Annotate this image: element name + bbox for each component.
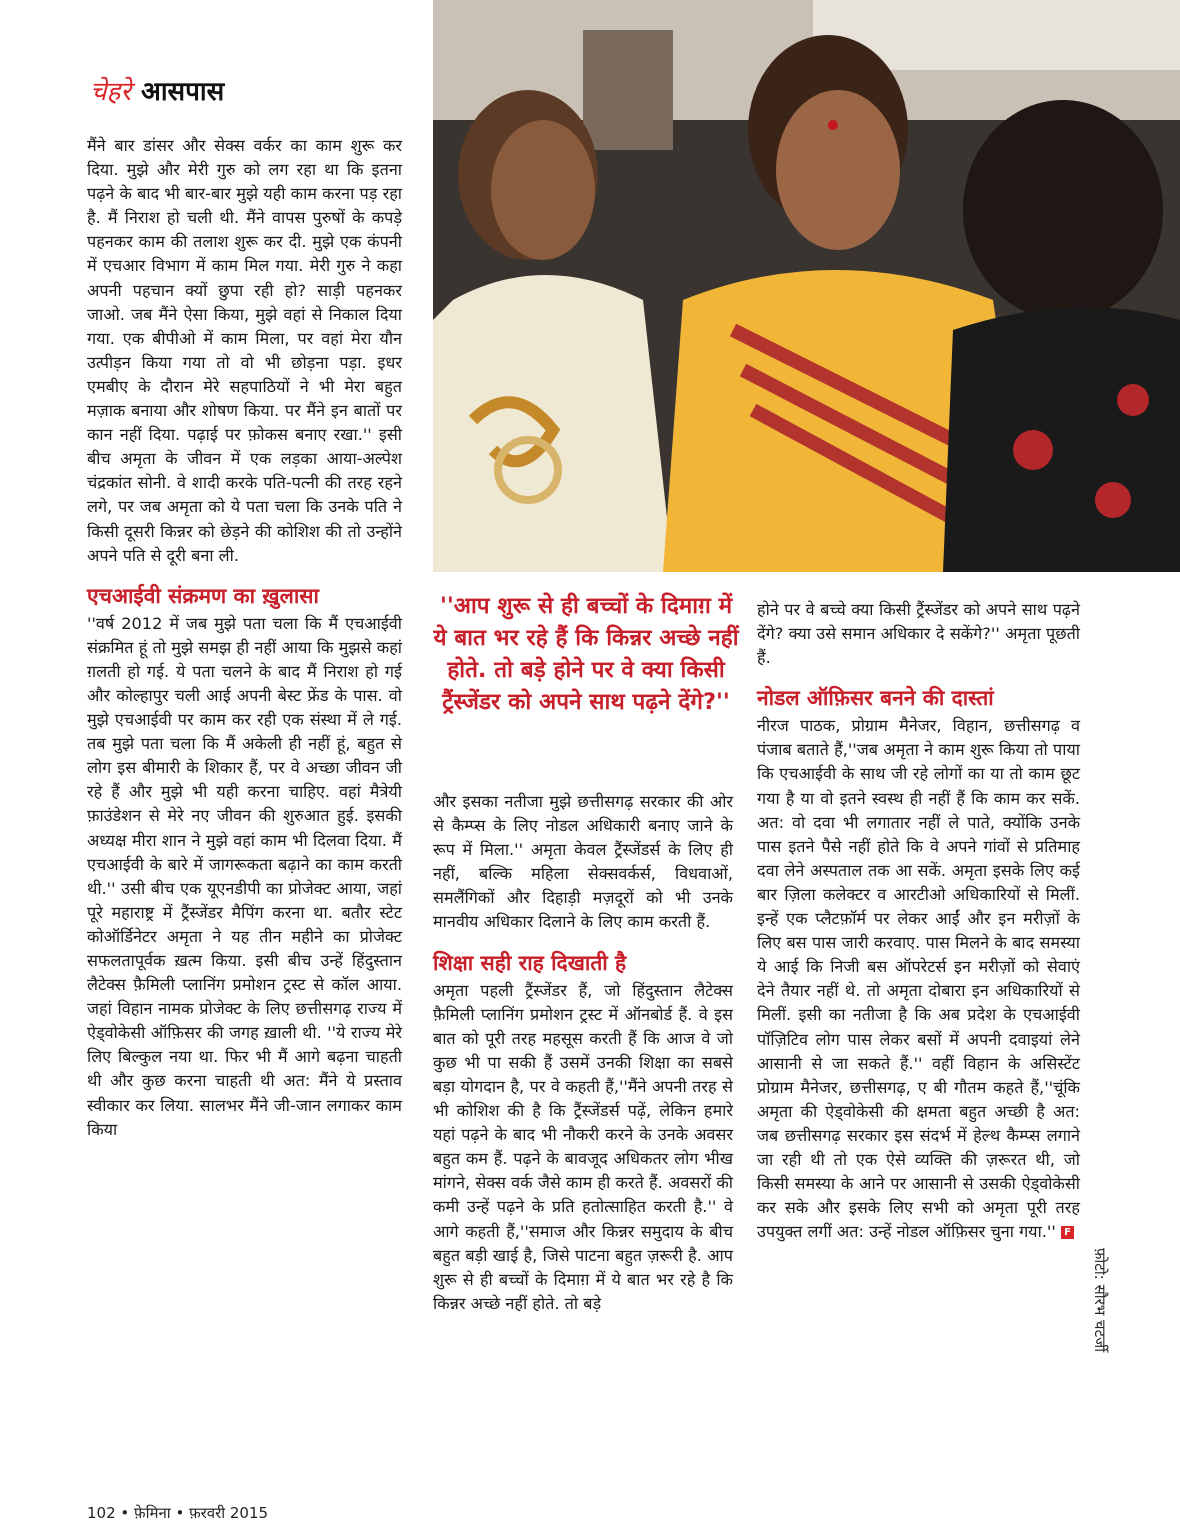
end-mark-icon: F: [1061, 1226, 1074, 1239]
magazine-name: फ़ेमिना: [134, 1504, 171, 1522]
category-name: आसपास: [140, 77, 225, 107]
subheading-education: शिक्षा सही राह दिखाती है: [433, 950, 627, 975]
photo-credit-text: फ़ोटो: सौरभ चटर्जी: [1091, 1247, 1109, 1353]
pull-quote: ''आप शुरू से ही बच्चों के दिमाग़ में ये बात भर रहे हैं कि किन्नर अच्छे नहीं होते. तो बड़े होने पर वे क्या किसी ट्रैंस्जेंडर को अपने साथ पढ़ने देंगे?'': [433, 593, 739, 715]
column1-paragraph-2: ''वर्ष 2012 में जब मुझे पता चला कि मैं एचआईवी संक्रमित हूं तो मुझे समझ ही नहीं आया कि मुझसे कहां ग़लती हो गई. ये पता चलने के बाद मैं निराश हो गई और कोल्हापुर चली आई अपनी बेस्ट फ्रेंड के पास. वो मुझे एचआईवी पर काम कर रही एक संस्था में ले गई. तब मुझे पता चला कि मैं अकेली ही नहीं हूं, बहुत से लोग इस बीमारी के शिकार हैं, पर वे अच्छा जीवन जी रहे हैं और मुझे भी यही करना चाहिए. वहां मैत्रेयी फ़ाउंडेशन से मेरे नए जीवन की शुरुआत हुई. इसकी अध्यक्ष मीरा शान ने मुझे वहां काम भी दिलवा दिया. मैं एचआईवी के बारे में जागरूकता बढ़ाने का काम करती थी.'' उसी बीच एक यूएनडीपी का प्रोजेक्ट आया, जहां पूरे महाराष्ट्र में ट्रैंस्जेंडर मैपिंग करना था. बतौर स्टेट कोऑर्डिनेटर अमृता ने यह तीन महीने का प्रोजेक्ट सफलतापूर्वक ख़त्म किया. इसी बीच उन्हें हिंदुस्तान लैटेक्स फ़ैमिली प्लानिंग प्रमोशन ट्रस्ट से कॉल आया. जहां विहान नामक प्रोजेक्ट के लिए छत्तीसगढ़ राज्य में ऐड्वोकेसी ऑफ़िसर की जगह ख़ाली थी. ''ये राज्य मेरे लिए बिल्कुल नया था. फिर भी मैं आगे बढ़ना चाहती थी और कुछ करना चाहती थी अत: मैंने ये प्रस्ताव स्वीकार कर लिया. सालभर मैंने जी-जान लगाकर काम किया: [87, 613, 402, 1139]
column2-paragraph-1: और इसका नतीजा मुझे छत्तीसगढ़ सरकार की ओर से कैम्प्स के लिए नोडल अधिकारी बनाए जाने के रूप में मिला.'' अमृता केवल ट्रैंस्जेंडर्स के लिए ही नहीं, बल्कि महिला सेक्सवर्कर्स, विधवाओं, समलैंगिकों और दिहाड़ी मज़दूरों को भी उनके मानवीय अधिकार दिलाने के लिए काम करती हैं.: [433, 792, 733, 932]
subheading-nodal-officer: नोडल ऑफ़िसर बनने की दास्तां: [757, 686, 994, 711]
page-number: 102: [87, 1504, 116, 1522]
column3-paragraph-2: [757, 714, 1080, 1244]
photo-credit: [1085, 1110, 1115, 1490]
article-column-3: [757, 598, 1080, 1244]
section-header: [90, 72, 224, 108]
article-column-1: [87, 134, 402, 1142]
subheading-hiv: एचआईवी संक्रमण का ख़ुलासा: [87, 583, 319, 608]
photo-illustration: [433, 0, 1180, 572]
article-column-2: [433, 790, 733, 1316]
issue-date: फ़रवरी 2015: [189, 1504, 269, 1522]
article-photo: [433, 0, 1180, 572]
section-name: चेहरे: [90, 77, 131, 107]
page-footer: 102 • फ़ेमिना • फ़रवरी 2015: [87, 1504, 269, 1522]
column3-paragraph-1: होने पर वे बच्चे क्या किसी ट्रैंस्जेंडर को अपने साथ पढ़ने देंगे? क्या उसे समान अधिकार दे सकेंगे?'' अमृता पूछती हैं.: [757, 600, 1080, 668]
column2-paragraph-2: अमृता पहली ट्रैंस्जेंडर हैं, जो हिंदुस्तान लैटेक्स फ़ैमिली प्लानिंग प्रमोशन ट्रस्ट में ऑनबोर्ड हैं. वे इस बात को पूरी तरह महसूस करती हैं कि आज वे जो कुछ भी पा सकी हैं उसमें उनकी शिक्षा का सबसे बड़ा योगदान है, पर वे कहती हैं,''मैंने अपनी तरह से भी कोशिश की है कि ट्रैंस्जेंडर्स पढ़ें, लेकिन हमारे यहां पढ़ने के बाद भी नौकरी करने के उनके अवसर बहुत कम हैं. पढ़ने के बावजूद अधिकतर लोग भीख मांगने, सेक्स वर्क जैसे काम ही करते हैं. अवसरों की कमी उन्हें पढ़ने के प्रति हतोत्साहित करती है.'' वे आगे कहती हैं,''समाज और किन्नर समुदाय के बीच बहुत बड़ी खाई है, जिसे पाटना बहुत ज़रूरी है. आप शुरू से ही बच्चों के दिमाग़ में ये बात भर रहे है कि किन्नर अच्छे नहीं होते. तो बड़े: [433, 980, 733, 1313]
column1-paragraph-1: मैंने बार डांसर और सेक्स वर्कर का काम शुरू कर दिया. मुझे और मेरी गुरु को लग रहा था कि इतना पढ़ने के बाद भी बार-बार मुझे यही काम करना पड़ रहा है. मैं निराश हो चली थी. मैंने वापस पुरुषों के कपड़े पहनकर काम की तलाश शुरू कर दी. मुझे एक कंपनी में एचआर विभाग में काम मिल गया. मेरी गुरु ने कहा अपनी पहचान क्यों छुपा रही हो? साड़ी पहनकर जाओ. जब मैंने ऐसा किया, मुझे वहां से निकाल दिया गया. एक बीपीओ में काम मिला, पर वहां मेरा यौन उत्पीड़न किया गया तो वो भी छोड़ना पड़ा. इधर एमबीए के दौरान मेरे सहपाठियों ने भी मेरा बहुत मज़ाक बनाया और शोषण किया. पर मैंने इन बातों पर कान नहीं दिया. पढ़ाई पर फ़ोकस बनाए रखा.'' इसी बीच अमृता के जीवन में एक लड़का आया-अल्पेश चंद्रकांत सोनी. वे शादी करके पति-पत्नी की तरह रहने लगे, पर जब अमृता को ये पता चला कि उनके पति ने किसी दूसरी किन्नर को छेड़ने की कोशिश की तो उन्होंने अपने पति से दूरी बना ली.: [87, 136, 402, 565]
column3-paragraph-2-text: नीरज पाठक, प्रोग्राम मैनेजर, विहान, छत्तीसगढ़ व पंजाब बताते हैं,''जब अमृता ने काम शुरू किया तो पाया कि एचआईवी के साथ जी रहे लोगों का या तो काम छूट गया है या वो इतने स्वस्थ ही नहीं हैं कि काम कर सकें. अत: वो दवा भी लगातार नहीं ले पाते, क्योंकि उनके पास इतने पैसे नहीं होते कि वे अपने गांवों से प्रतिमाह दवा लेने अस्पताल तक आ सकें. अमृता इसके लिए कई बार ज़िला कलेक्टर व आरटीओ अधिकारियों से मिलीं. इन्हें एक प्लैटफ़ॉर्म पर लेकर आईं और इन मरीज़ों के लिए बस पास जारी करवाए. पास मिलने के बाद समस्या ये आई कि निजी बस ऑपरेटर्स इन मरीज़ों को सेवाएं देने तैयार नहीं थे. तो अमृता दोबारा इन अधिकारियों से मिलीं. इसी का नतीजा है कि अब प्रदेश के एचआईवी पॉज़िटिव लोग पास लेकर बसों में अपनी दवाइयां लेने आसानी से जा सकते हैं.'' वहीं विहान के असिस्टेंट प्रोग्राम मैनेजर, छत्तीसगढ़, ए बी गौतम कहते हैं,''चूंकि अमृता की ऐड्वोकेसी की क्षमता बहुत अच्छी है अत: जब छत्तीसगढ़ सरकार इस संदर्भ में हेल्थ कैम्प्स लगाने जा रही थी तो एक ऐसे व्यक्ति की ज़रूरत थी, जो किसी समस्या के आने पर आसानी से उसकी ऐड्वोकेसी कर सके और इसके लिए सभी को अमृता पूरी तरह उपयुक्त लगीं अत: उन्हें नोडल ऑफ़िसर चुना गया.'': [757, 716, 1080, 1242]
